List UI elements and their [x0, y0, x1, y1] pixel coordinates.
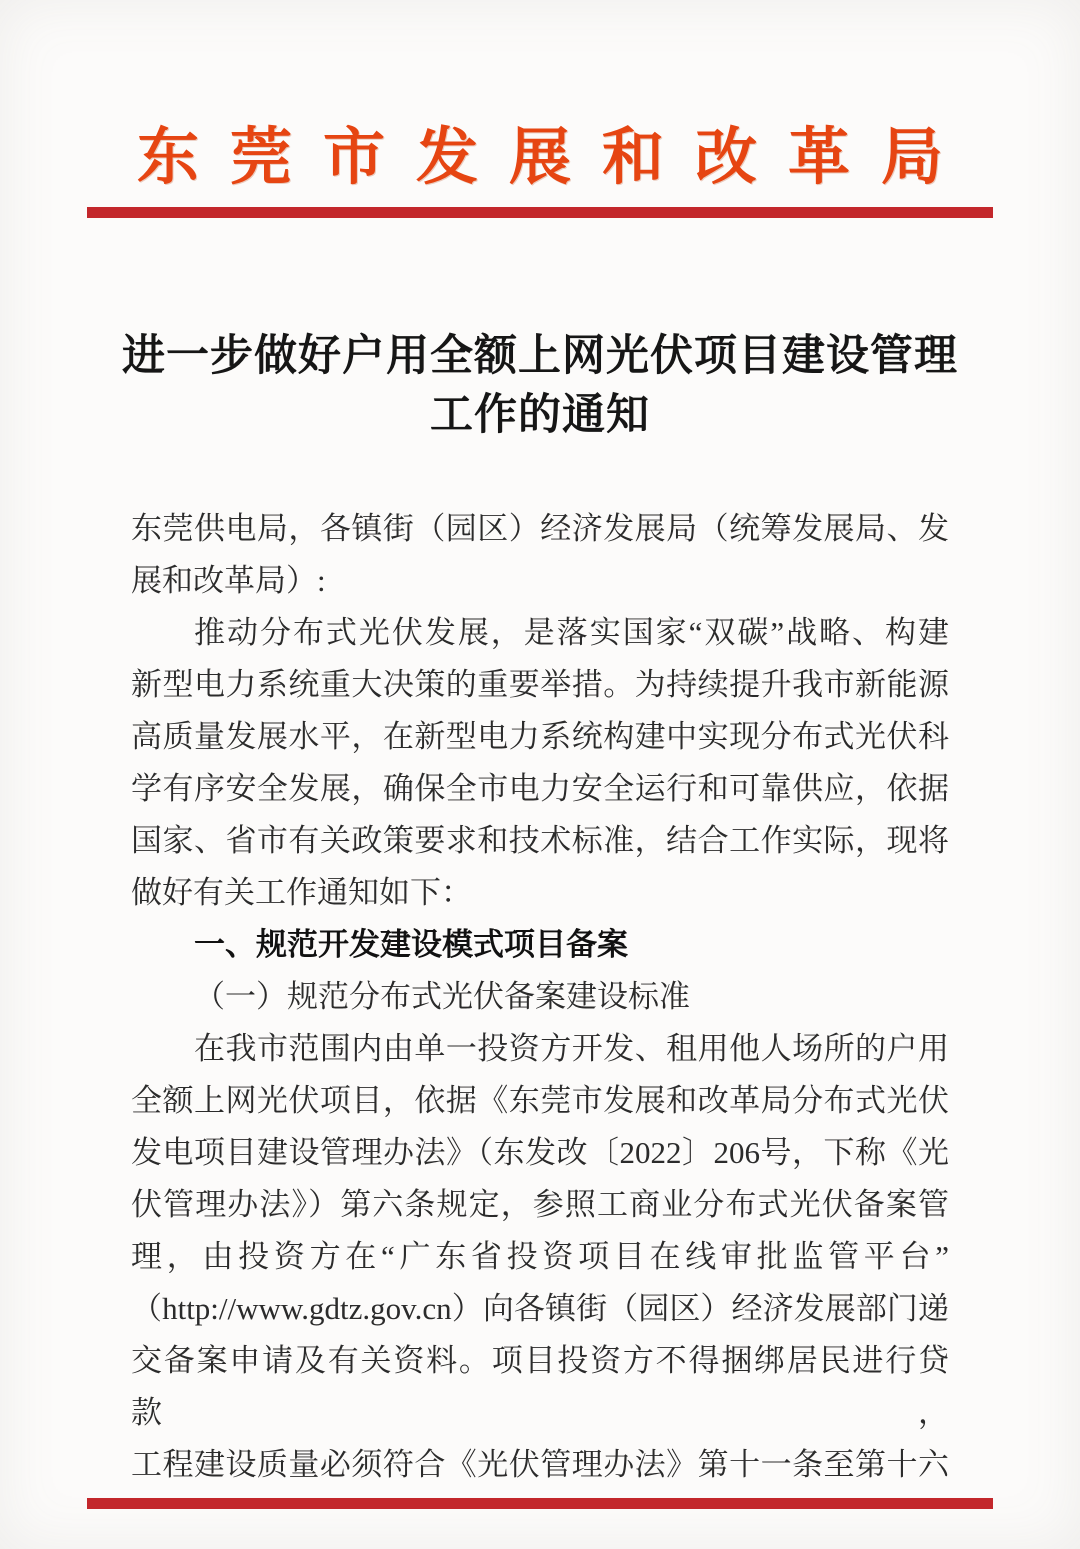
body-line: 理，由投资方在“广东省投资项目在线审批监管平台” — [131, 1239, 949, 1274]
body-line: 学有序安全发展，确保全市电力安全运行和可靠供应，依据 — [131, 771, 949, 806]
body-line: 工程建设质量必须符合《光伏管理办法》第十一条至第十六 — [131, 1447, 949, 1482]
body-line: 展和改革局）: — [131, 563, 326, 598]
body-line: 发电项目建设管理办法》（东发改〔2022〕206号，下称《光 — [131, 1135, 949, 1170]
masthead-rule — [87, 207, 993, 218]
body-line: 在我市范围内由单一投资方开发、租用他人场所的户用 — [194, 1031, 949, 1066]
document-body — [131, 503, 949, 1491]
body-line: 推动分布式光伏发展，是落实国家“双碳”战略、构建 — [194, 615, 949, 650]
masthead — [0, 126, 1080, 190]
body-line: 国家、省市有关政策要求和技术标准，结合工作实际，现将 — [131, 823, 949, 858]
subsection-heading: （一）规范分布式光伏备案建设标准 — [194, 979, 690, 1014]
body-line: 高质量发展水平，在新型电力系统构建中实现分布式光伏科 — [131, 719, 949, 754]
agency-title: 东莞市发展和改革局 — [136, 124, 974, 192]
document-title-line2: 工作的通知 — [430, 392, 650, 439]
body-line: 交备案申请及有关资料。项目投资方不得捆绑居民进行贷款， — [131, 1343, 949, 1430]
body-line: 伏管理办法》）第六条规定，参照工商业分布式光伏备案管 — [131, 1187, 949, 1222]
body-line: 新型电力系统重大决策的重要举措。为持续提升我市新能源 — [131, 667, 949, 702]
section-heading: 一、规范开发建设模式项目备案 — [194, 927, 628, 962]
footer-rule — [87, 1498, 993, 1509]
document-title-line1: 进一步做好户用全额上网光伏项目建设管理 — [122, 333, 958, 380]
body-line: （http://www.gdtz.gov.cn）向各镇街（园区）经济发展部门递 — [131, 1291, 949, 1326]
body-line: 全额上网光伏项目，依据《东莞市发展和改革局分布式光伏 — [131, 1083, 949, 1118]
body-line: 东莞供电局，各镇街（园区）经济发展局（统筹发展局、发 — [131, 511, 949, 546]
body-line: 做好有关工作通知如下： — [131, 875, 472, 910]
document-title — [0, 327, 1080, 445]
